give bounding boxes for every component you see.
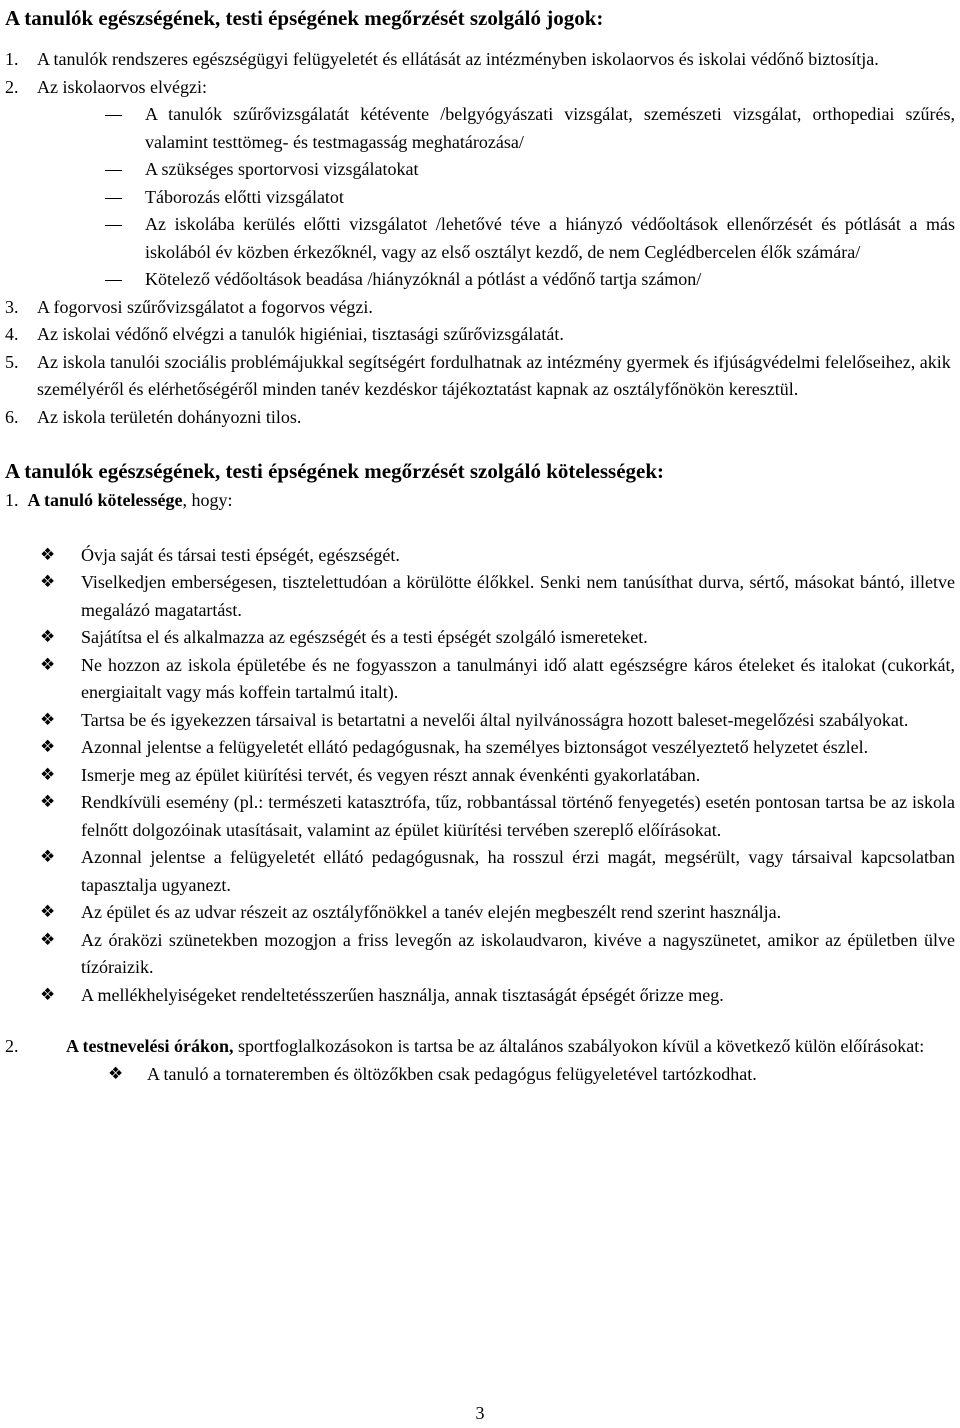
diamond-bullet-icon: ❖ bbox=[40, 572, 56, 592]
duty-item-text: A mellékhelyiségeket rendeltetésszerűen használja, annak tisztaságát épségét őrizze meg. bbox=[81, 984, 724, 1005]
duty-item bbox=[0, 542, 960, 570]
rights-item-3 bbox=[0, 294, 960, 322]
pe-item bbox=[0, 1061, 960, 1089]
diamond-bullet-icon: ❖ bbox=[40, 627, 56, 647]
pe-item-text: A tanuló a tornateremben és öltözőkben csak pedagógus felügyeletével tartózkodhat. bbox=[147, 1063, 757, 1084]
duty-title-rest: sportfoglalkozásokon is tartsa be az általános szabályokon kívül a következő külön előírásokat: bbox=[233, 1036, 925, 1056]
rights-item-4 bbox=[0, 321, 960, 349]
duty-item-text: Azonnal jelentse a felügyeletét ellátó pedagógusnak, ha rosszul érzi magát, megsérült, vagy társaival kapcsolatban tapasztalja ugyanezt. bbox=[81, 847, 955, 895]
doctor-item-text: Kötelező védőoltások beadása /hiányzóknál a pótlást a védőnő tartja számon/ bbox=[145, 269, 702, 289]
duty-item-text: Az óraközi szünetekben mozogjon a friss levegőn az iskolaudvaron, kivéve a nagyszünetet, amikor az épületben ülve tízóraizik. bbox=[81, 929, 955, 977]
duty-item-text: Ismerje meg az épület kiürítési tervét, és vegyen részt annak évenkénti gyakorlatában. bbox=[81, 764, 701, 785]
rights-item-5 bbox=[0, 349, 960, 404]
rights-item-number: 3. bbox=[5, 296, 19, 317]
doctor-item-text: Az iskolába kerülés előtti vizsgálatot /lehetővé téve a hiányzó védőoltások ellenőrzését és pótlását a más iskolából év közben érkezőknél, vagy az első osztályt kezdő, de nem Ceglédbercelen élők számára/ bbox=[145, 214, 955, 262]
duty-item-text: Sajátítsa el és alkalmazza az egészségét és a testi épségét szolgáló ismereteket. bbox=[81, 627, 648, 647]
diamond-bullet-icon: ❖ bbox=[40, 709, 56, 730]
rights-item-text: Az iskolaorvos elvégzi: bbox=[37, 76, 207, 97]
diamond-bullet-icon: ❖ bbox=[40, 654, 56, 675]
heading-rights: A tanulók egészségének, testi épségének megőrzését szolgáló jogok: bbox=[5, 6, 604, 30]
diamond-bullet-icon: ❖ bbox=[40, 764, 56, 785]
diamond-bullet-icon: ❖ bbox=[40, 847, 56, 867]
rights-item-2 bbox=[0, 74, 960, 102]
duty-item-text: Azonnal jelentse a felügyeletét ellátó pedagógusnak, ha személyes biztonságot veszélyeztető helyzetet észlel. bbox=[81, 737, 869, 757]
dash-bullet-icon bbox=[105, 115, 122, 116]
duty-item-text: Óvja saját és társai testi épségét, egészségét. bbox=[81, 544, 400, 565]
duty-item bbox=[0, 982, 960, 1010]
dash-bullet-icon bbox=[105, 280, 122, 281]
duty-title-rest: , hogy: bbox=[182, 490, 233, 510]
duty-title: A testnevelési órákon, bbox=[66, 1036, 234, 1056]
rights-item-text: A tanulók rendszeres egészségügyi felügyeletét és ellátását az intézményben iskolaorvos és iskolai védőnő biztosítja. bbox=[37, 49, 879, 69]
doctor-item bbox=[0, 101, 960, 156]
page-number: 3 bbox=[475, 1403, 485, 1423]
diamond-bullet-icon: ❖ bbox=[40, 984, 56, 1005]
rights-item-text: Az iskolai védőnő elvégzi a tanulók higiéniai, tisztasági szűrővizsgálatát. bbox=[37, 324, 564, 344]
diamond-bullet-icon: ❖ bbox=[40, 792, 56, 812]
duty-item bbox=[0, 927, 960, 982]
diamond-bullet-icon: ❖ bbox=[40, 544, 56, 565]
duty-item bbox=[0, 624, 960, 652]
doctor-item-text: A szükséges sportorvosi vizsgálatokat bbox=[145, 159, 419, 179]
diamond-bullet-icon: ❖ bbox=[108, 1063, 124, 1084]
doctor-item bbox=[0, 266, 960, 294]
duty-title: A tanuló kötelessége bbox=[27, 490, 183, 510]
duty-item-text: Rendkívüli esemény (pl.: természeti katasztrófa, tűz, robbantással történő fenyegetés) esetén pontosan tartsa be az iskola felnőtt dolgozóinak utasításait, valamint az épület kiürítési tervében szereplő előírásokat. bbox=[81, 792, 955, 840]
doctor-item bbox=[0, 184, 960, 212]
duty-section-1 bbox=[0, 487, 960, 515]
duty-number: 1. bbox=[5, 490, 19, 510]
rights-item-6 bbox=[0, 404, 960, 432]
doctor-item-text: A tanulók szűrővizsgálatát kétévente /belgyógyászati vizsgálat, szemészeti vizsgálat, orthopediai szűrés, valamint testtömeg- és testmagasság meghatározása/ bbox=[145, 104, 955, 152]
dash-bullet-icon bbox=[105, 170, 122, 171]
rights-item-text: Az iskola területén dohányozni tilos. bbox=[37, 406, 302, 427]
duty-item-text: Tartsa be és igyekezzen társaival is betartatni a nevelői által nyilvánosságra hozott baleset-megelőzési szabályokat. bbox=[81, 709, 909, 730]
rights-item-number: 2. bbox=[5, 76, 19, 97]
doctor-item bbox=[0, 211, 960, 266]
duty-item bbox=[0, 734, 960, 762]
duty-item bbox=[0, 844, 960, 899]
duty-item-text: Ne hozzon az iskola épületébe és ne fogyasszon a tanulmányi idő alatt egészségre káros ételeket és italokat (cukorkát, energiaitalt vagy más koffein tartalmú italt). bbox=[81, 654, 955, 702]
duty-item bbox=[0, 652, 960, 707]
duty-number: 2. bbox=[5, 1036, 19, 1056]
duty-item bbox=[0, 789, 960, 844]
rights-item-number: 1. bbox=[5, 49, 19, 69]
rights-item-number: 5. bbox=[5, 351, 19, 372]
duty-item bbox=[0, 899, 960, 927]
diamond-bullet-icon: ❖ bbox=[40, 929, 56, 950]
diamond-bullet-icon: ❖ bbox=[40, 902, 56, 922]
dash-bullet-icon bbox=[105, 198, 122, 199]
doctor-item bbox=[0, 156, 960, 184]
duty-item-text: Viselkedjen emberségesen, tisztelettudóan a körülötte élőkkel. Senki nem tanúsíthat durva, sértő, másokat bántó, illetve megalázó magatartást. bbox=[81, 572, 955, 620]
heading-duties: A tanulók egészségének, testi épségének megőrzését szolgáló kötelességek: bbox=[5, 459, 665, 483]
diamond-bullet-icon: ❖ bbox=[40, 737, 56, 757]
duty-item bbox=[0, 762, 960, 790]
rights-item-number: 4. bbox=[5, 324, 19, 344]
duty-item bbox=[0, 707, 960, 735]
dash-bullet-icon bbox=[105, 225, 122, 226]
duty-section-2 bbox=[0, 1033, 960, 1061]
rights-item-text: Az iskola tanulói szociális problémájukkal segítségért fordulhatnak az intézmény gyermek és ifjúságvédelmi felelőseihez, akik személyéről és elérhetőségéről minden tanév kezdéskor tájékoztatást kapnak az osztályfőnökön keresztül. bbox=[37, 351, 951, 399]
duty-item-text: Az épület és az udvar részeit az osztályfőnökkel a tanév elején megbeszélt rend szerint használja. bbox=[81, 902, 782, 922]
doctor-item-text: Táborozás előtti vizsgálatot bbox=[145, 186, 344, 207]
rights-item-1 bbox=[0, 46, 960, 74]
duty-item bbox=[0, 569, 960, 624]
rights-item-text: A fogorvosi szűrővizsgálatot a fogorvos végzi. bbox=[37, 296, 373, 317]
rights-item-number: 6. bbox=[5, 406, 19, 427]
